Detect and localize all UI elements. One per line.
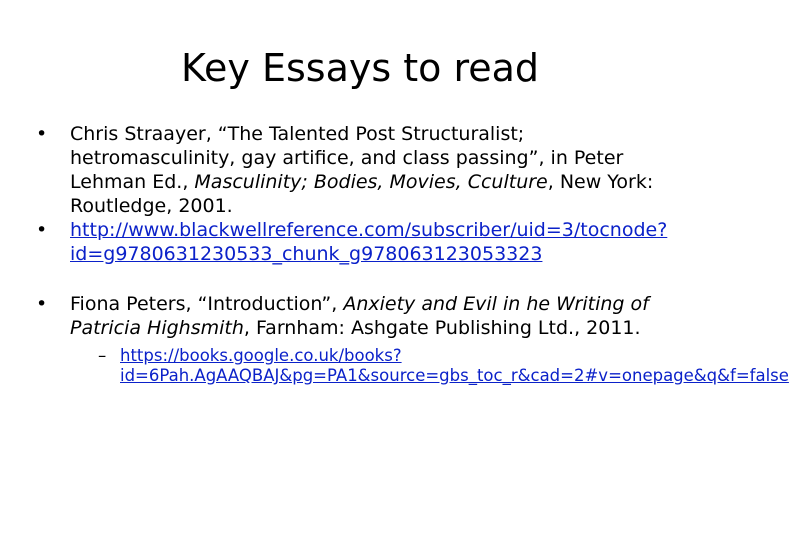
- bullet-marker: •: [36, 293, 48, 315]
- citation-text-end: , Farnham: Ashgate Publishing Ltd., 2011.: [243, 317, 641, 339]
- citation-italic-title: Anxiety and Evil in he Writing of Patricia Highsmith: [70, 293, 649, 339]
- bullet-marker: •: [36, 219, 48, 241]
- bullet-text: [70, 218, 684, 266]
- blackwell-reference-link[interactable]: http://www.blackwellreference.com/subscriber/uid=3/tocnode?id=g9780631230533_chunk_g978063123053323: [70, 219, 668, 265]
- citation-text-end: , New York: Routledge, 2001.: [70, 171, 654, 217]
- sub-bullet-text: [120, 346, 789, 386]
- bullet-text: [70, 292, 684, 340]
- bullet-item: [36, 292, 684, 340]
- spacer: [36, 266, 684, 292]
- citation-italic-title: Masculinity; Bodies, Movies, Cculture: [194, 171, 548, 193]
- citation-text: Chris Straayer, “The Talented Post Structuralist; hetromasculinity, gay artifice, and class passing”, in Peter Lehman Ed.,: [70, 123, 624, 193]
- sub-bullet-marker: –: [98, 346, 107, 365]
- citation-text: Fiona Peters, “Introduction”,: [70, 293, 344, 315]
- google-books-link[interactable]: https://books.google.co.uk/books?id=6Pah.AgAAQBAJ&pg=PA1&source=gbs_toc_r&cad=2#v=onepage&q&f=false: [120, 346, 789, 385]
- bullet-item: [36, 122, 684, 218]
- sub-bullet-item: [98, 346, 789, 386]
- slide-body: [36, 122, 789, 386]
- bullet-text: [70, 122, 684, 218]
- slide-title: Key Essays to read: [180, 46, 540, 90]
- bullet-item: [36, 218, 684, 266]
- bullet-marker: •: [36, 123, 48, 145]
